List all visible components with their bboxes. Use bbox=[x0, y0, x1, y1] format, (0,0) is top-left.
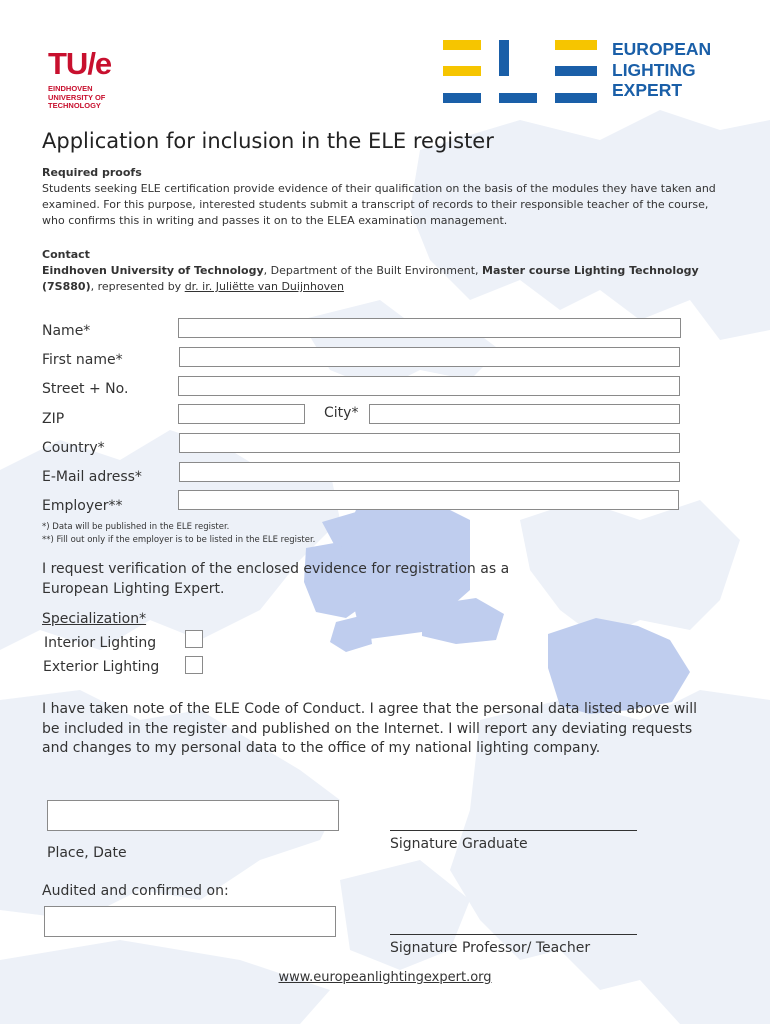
first-name-input[interactable] bbox=[179, 347, 680, 367]
place-date-label: Place, Date bbox=[47, 845, 127, 861]
interior-lighting-checkbox[interactable] bbox=[185, 630, 203, 648]
tue-logo-subtitle: EINDHOVEN UNIVERSITY OF TECHNOLOGY bbox=[48, 84, 106, 110]
footer-url-link[interactable]: www.europeanlightingexpert.org bbox=[278, 970, 492, 985]
city-label: City* bbox=[324, 405, 359, 421]
email-label: E-Mail adress* bbox=[42, 469, 142, 485]
required-proofs-heading: Required proofs bbox=[42, 166, 142, 179]
first-name-label: First name* bbox=[42, 352, 123, 368]
zip-input[interactable] bbox=[178, 404, 305, 424]
name-input[interactable] bbox=[178, 318, 681, 338]
street-input[interactable] bbox=[178, 376, 680, 396]
country-input[interactable] bbox=[179, 433, 680, 453]
page-title: Application for inclusion in the ELE register bbox=[42, 129, 494, 153]
tue-logo bbox=[48, 48, 111, 111]
street-label: Street + No. bbox=[42, 381, 129, 397]
footnote-employer: **) Fill out only if the employer is to be listed in the ELE register. bbox=[42, 535, 316, 545]
contact-department: , Department of the Built Environment, bbox=[263, 264, 482, 277]
place-date-input[interactable] bbox=[47, 800, 339, 831]
contact-university: Eindhoven University of Technology bbox=[42, 264, 264, 277]
contact-course: Master course Lighting Technology (7S880) bbox=[42, 264, 699, 293]
request-text: I request verification of the enclosed evidence for registration as a European Lighting Expert. bbox=[42, 561, 510, 597]
city-input[interactable] bbox=[369, 404, 680, 424]
footer-url-wrap bbox=[0, 970, 770, 985]
tue-logo-mark: TU/e bbox=[48, 46, 112, 81]
exterior-lighting-checkbox[interactable] bbox=[185, 656, 203, 674]
contact-heading: Contact bbox=[42, 248, 90, 261]
zip-label: ZIP bbox=[42, 411, 65, 427]
email-input[interactable] bbox=[179, 462, 680, 482]
contact-represented: , represented by bbox=[90, 280, 185, 293]
specialization-heading: Specialization* bbox=[42, 611, 147, 627]
required-proofs-text: Students seeking ELE certification provide evidence of their qualification on the basis of the modules they have taken and examined. For this purpose, interested students submit a transcript of records to their responsible teacher of the course, who confirms this in writing and passes it on to the ELEA examination management. bbox=[42, 182, 716, 227]
audited-label: Audited and confirmed on: bbox=[42, 883, 229, 899]
graduate-signature-label: Signature Graduate bbox=[390, 836, 528, 852]
audited-date-input[interactable] bbox=[44, 906, 336, 937]
footnote-published: *) Data will be published in the ELE register. bbox=[42, 522, 230, 532]
exterior-lighting-label: Exterior Lighting bbox=[43, 659, 160, 675]
ele-logo-text: EUROPEAN LIGHTING EXPERT bbox=[612, 39, 712, 100]
professor-signature-line bbox=[390, 934, 637, 935]
contact-text bbox=[42, 263, 732, 295]
code-of-conduct-text: I have taken note of the ELE Code of Conduct. I agree that the personal data listed above will be included in the register and published on the Internet. I will report any deviating requests and changes to my personal data to the office of my national lighting company. bbox=[42, 701, 697, 756]
ele-logo-mark bbox=[443, 40, 599, 104]
name-label: Name* bbox=[42, 323, 91, 339]
employer-label: Employer** bbox=[42, 498, 123, 514]
contact-person: dr. ir. Juliëtte van Duijnhoven bbox=[184, 280, 344, 293]
interior-lighting-label: Interior Lighting bbox=[44, 635, 157, 651]
country-label: Country* bbox=[42, 440, 105, 456]
employer-input[interactable] bbox=[178, 490, 679, 510]
graduate-signature-line bbox=[390, 830, 637, 831]
professor-signature-label: Signature Professor/ Teacher bbox=[390, 940, 591, 956]
